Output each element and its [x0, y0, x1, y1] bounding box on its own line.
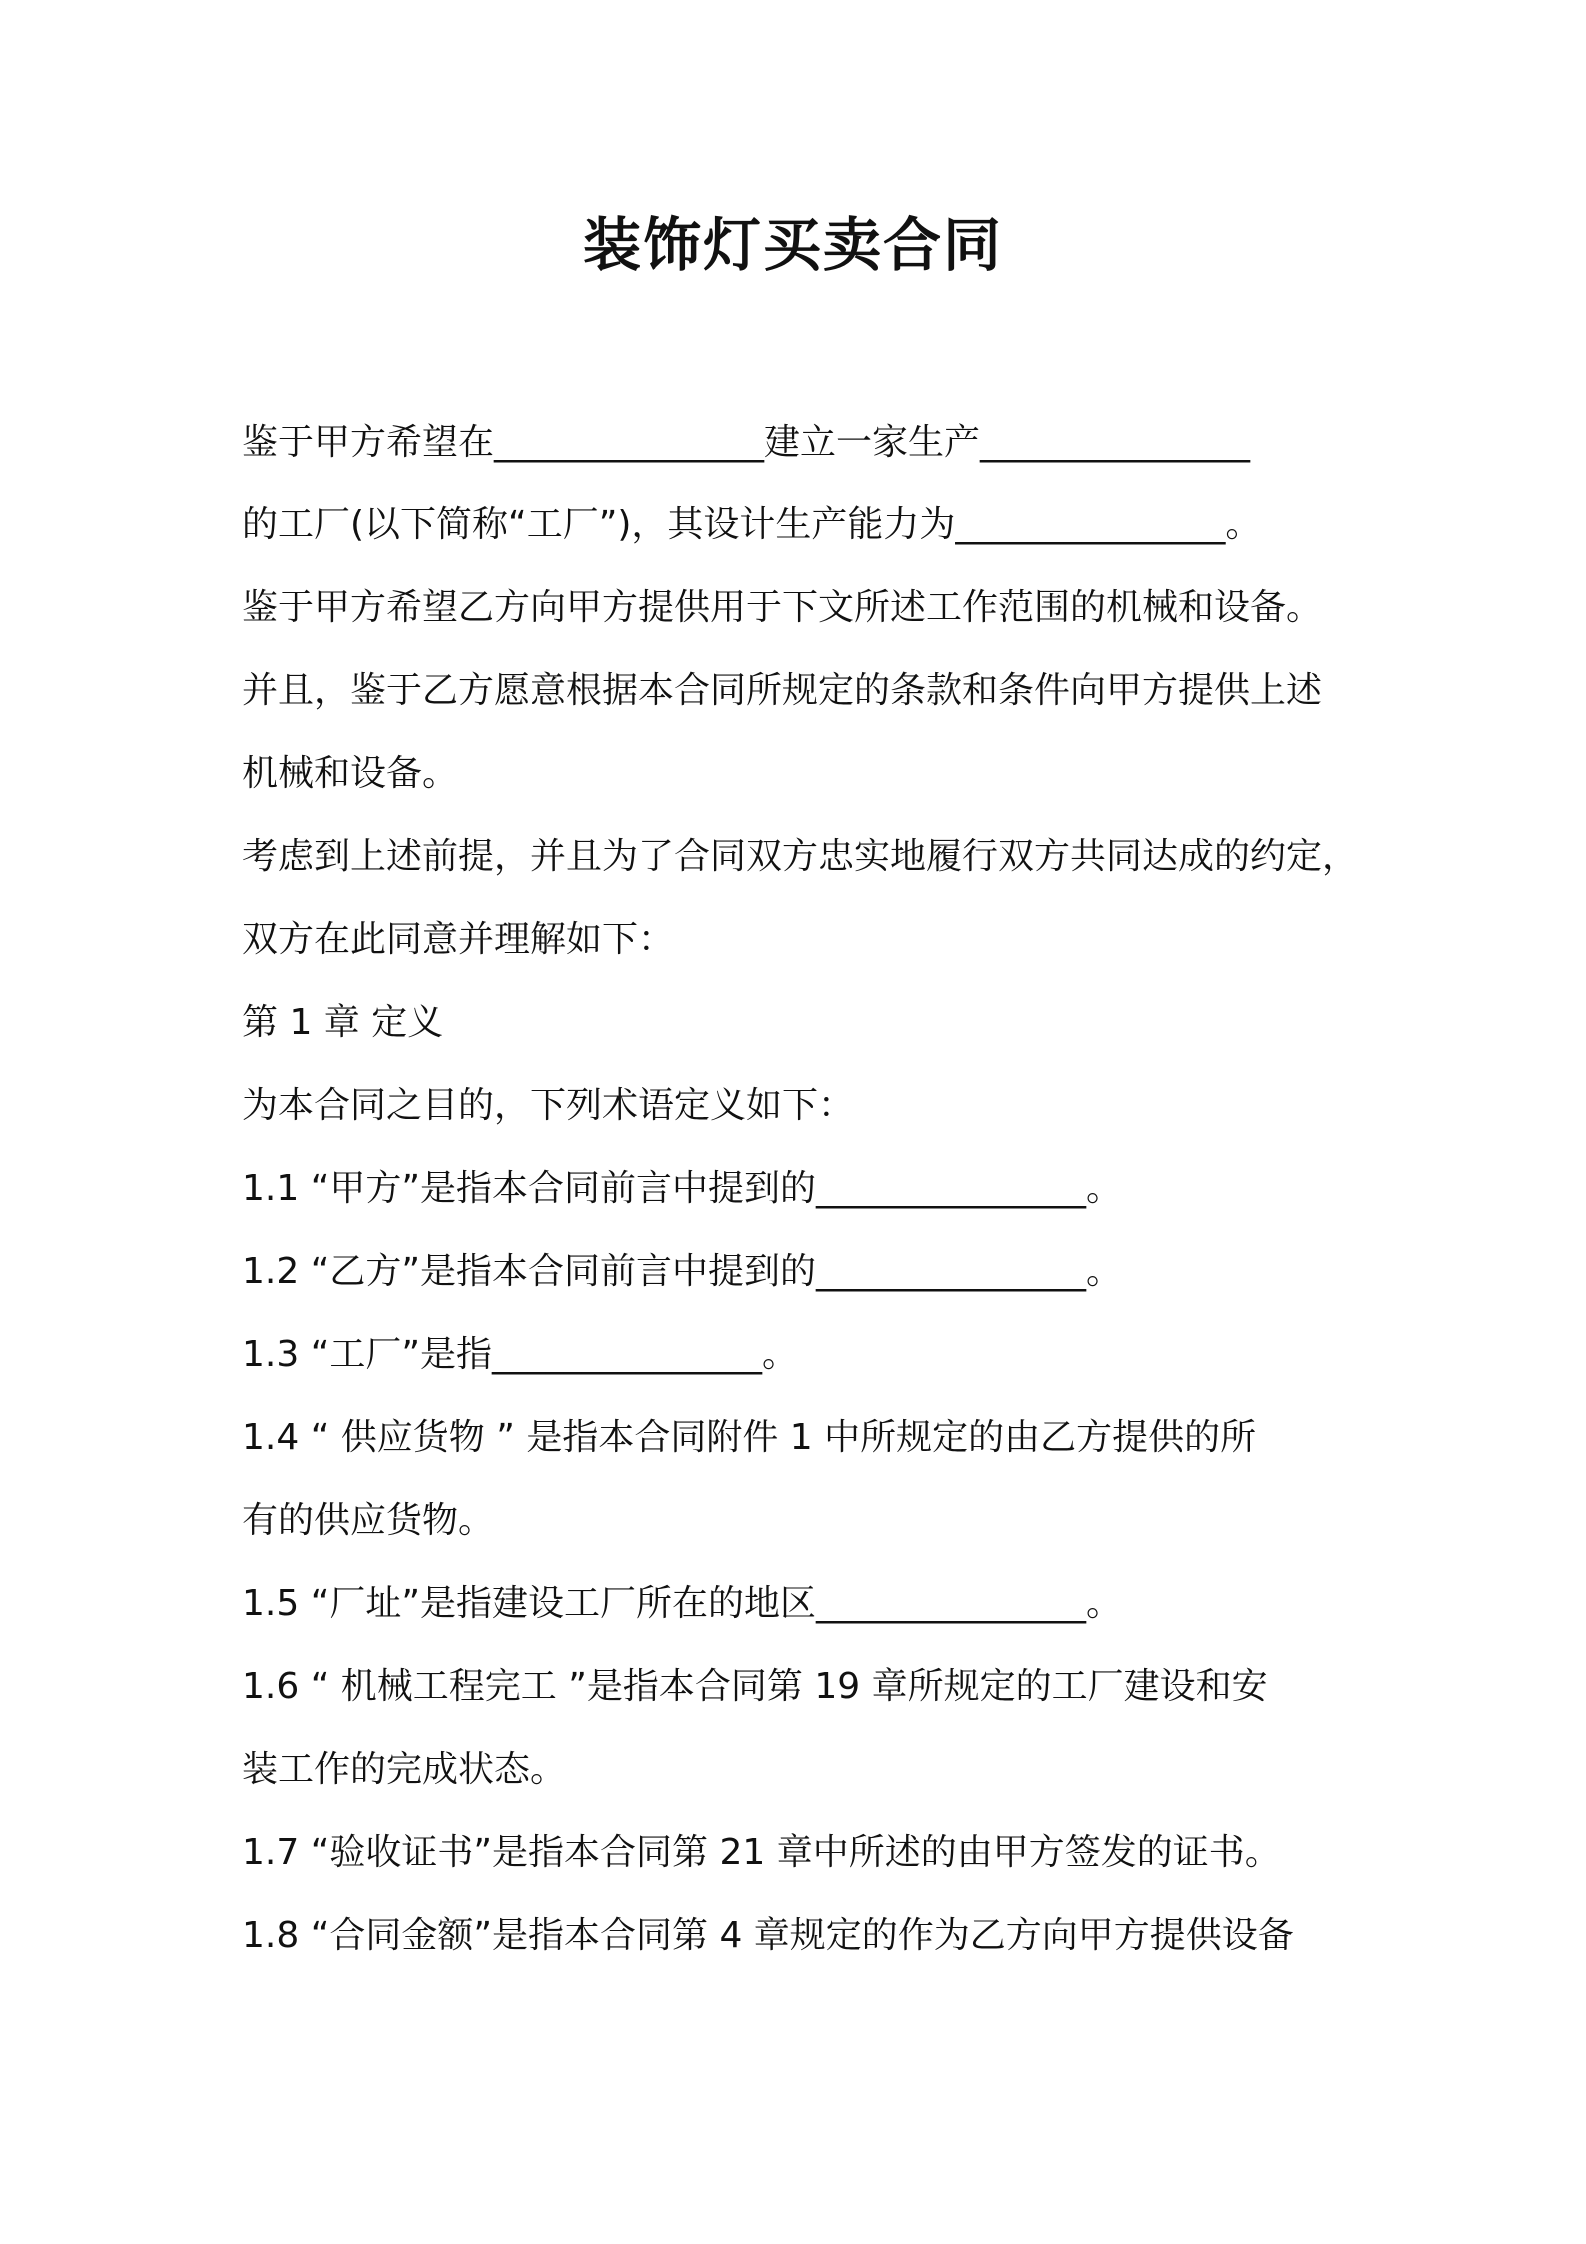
preamble-line-4: 并且，鉴于乙方愿意根据本合同所规定的条款和条件向甲方提供上述 [242, 670, 1323, 711]
definition-1-4-cont: 有的供应货物。 [242, 1500, 495, 1541]
definition-1-4: 1.4 “ 供应货物 ” 是指本合同附件 1 中所规定的由乙方提供的所 [242, 1417, 1257, 1458]
definition-1-7: 1.7 “验收证书”是指本合同第 21 章中所述的由甲方签发的证书。 [242, 1832, 1281, 1873]
preamble-line-5: 机械和设备。 [242, 753, 459, 794]
preamble-line-2: 的工厂(以下简称“工厂”)，其设计生产能力为_______________。 [242, 504, 1262, 545]
definition-1-6: 1.6 “ 机械工程完工 ”是指本合同第 19 章所规定的工厂建设和安 [242, 1666, 1268, 1707]
preamble-line-3: 鉴于甲方希望乙方向甲方提供用于下文所述工作范围的机械和设备。 [242, 587, 1323, 628]
definition-1-8: 1.8 “合同金额”是指本合同第 4 章规定的作为乙方向甲方提供设备 [242, 1915, 1294, 1956]
definition-1-5: 1.5 “厂址”是指建设工厂所在的地区_______________。 [242, 1583, 1122, 1624]
definition-1-3: 1.3 “工厂”是指_______________。 [242, 1334, 798, 1375]
definition-1-6-cont: 装工作的完成状态。 [242, 1749, 567, 1790]
definitions-intro: 为本合同之目的，下列术语定义如下： [242, 1085, 855, 1126]
document-title: 装饰灯买卖合同 [582, 211, 1003, 279]
preamble-line-7: 双方在此同意并理解如下： [242, 919, 675, 960]
definition-1-1: 1.1 “甲方”是指本合同前言中提到的_______________。 [242, 1168, 1122, 1209]
preamble-line-6: 考虑到上述前提，并且为了合同双方忠实地履行双方共同达成的约定， [242, 836, 1359, 877]
definition-1-2: 1.2 “乙方”是指本合同前言中提到的_______________。 [242, 1251, 1122, 1292]
preamble-line-1: 鉴于甲方希望在_______________建立一家生产_______________ [242, 422, 1251, 463]
chapter-heading: 第 1 章 定义 [242, 1002, 444, 1043]
